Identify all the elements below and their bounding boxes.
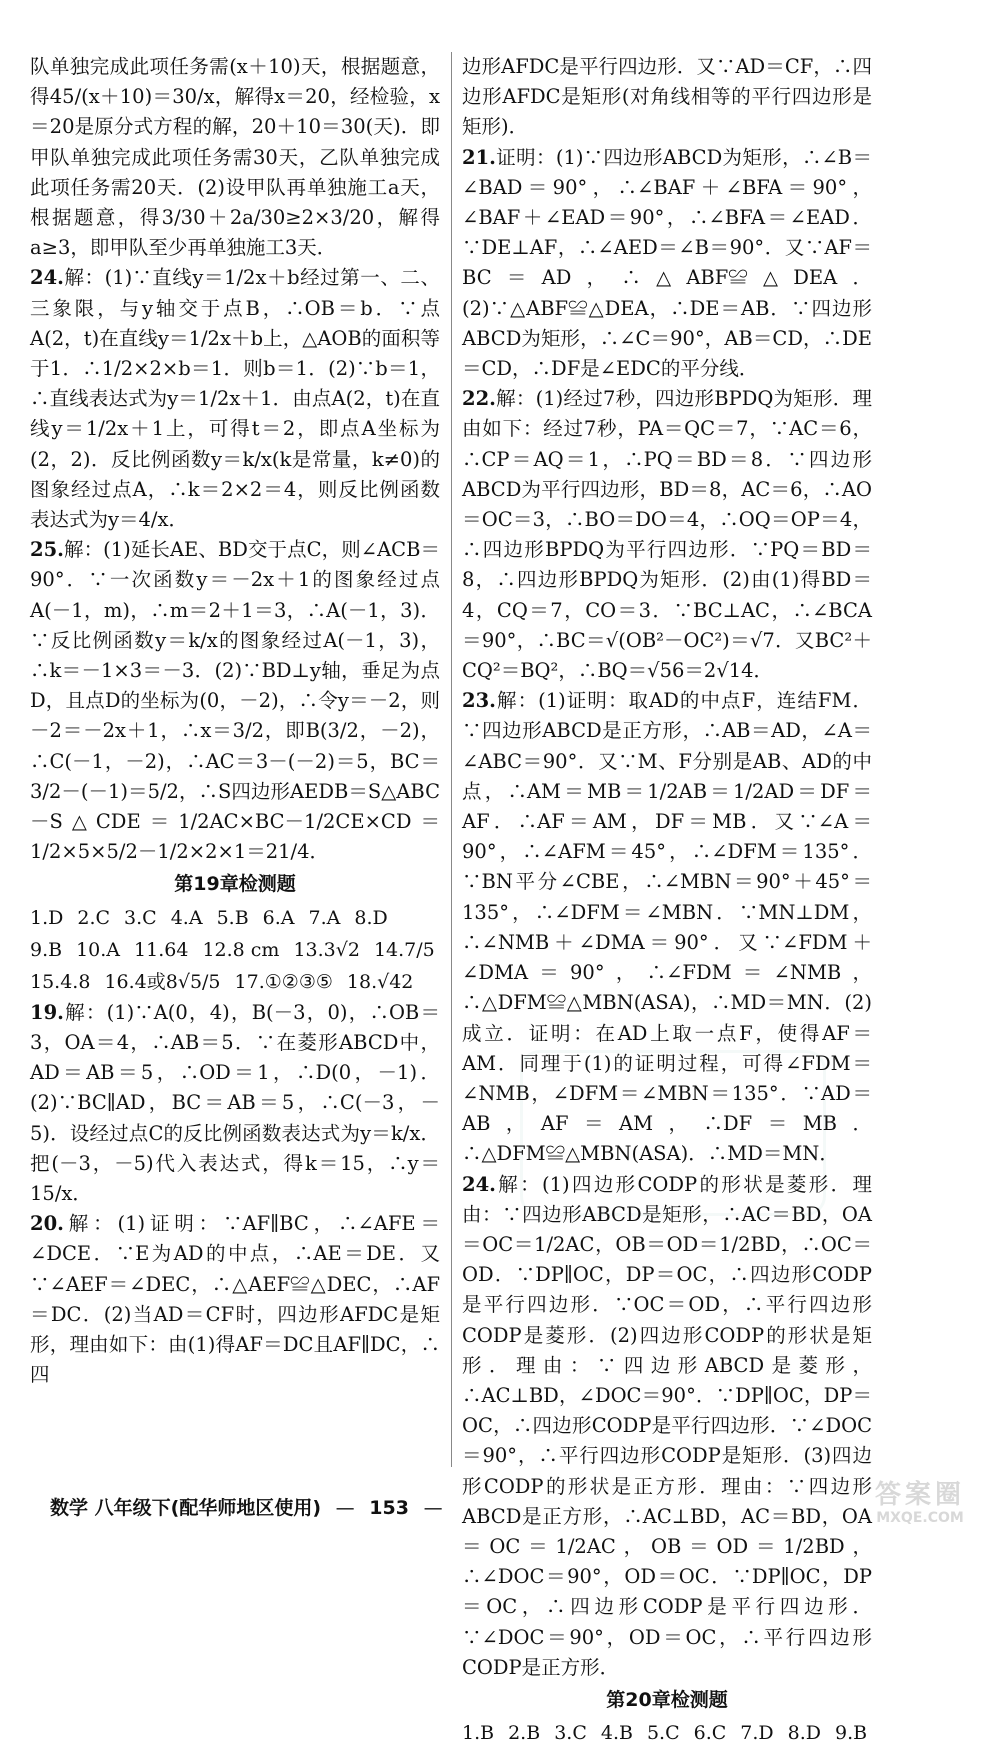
answer-item: 5.B xyxy=(216,906,249,929)
left-column xyxy=(30,52,440,1390)
answer-item: 2.C xyxy=(77,906,111,929)
answer-paragraph-22 xyxy=(462,384,872,686)
answer-item: 18.√42 xyxy=(346,970,414,993)
answer-text: 解：(1)经过7秒，四边形BPDQ为矩形．理由如下：经过7秒，PA＝QC＝7，∵AC＝6，∴CP＝AQ＝1，∴PQ＝BD＝8．∵四边形ABCD为平行四边形，BD＝8，AC＝6，∴AO＝OC＝3，∴BO＝DO＝4，∴OQ＝OP＝4，∴四边形BPDQ为平行四边形．∵PQ＝BD＝8，∴四边形BPDQ为矩形．(2)由(1)得BD＝4，CQ＝7，CO＝3．∵BC⊥AC，∴∠BCA＝90°，∴BC＝√(OB²－OC²)＝√7．又BC²＋CQ²＝BQ²，∴BQ＝√56＝2√14． xyxy=(462,387,872,683)
answer-item: 3.C xyxy=(124,906,157,929)
answer-row-ch20-1 xyxy=(462,1717,872,1749)
watermark-logo xyxy=(850,1480,990,1530)
answer-item: 15.4.8 xyxy=(30,970,91,993)
answer-item: 16.4或8√5/5 xyxy=(104,970,221,993)
answer-item: 8.D xyxy=(354,906,388,929)
footer-subject: 数学 xyxy=(50,1497,89,1519)
answer-item: 10.A xyxy=(76,938,121,961)
answer-item: 1.D xyxy=(30,906,64,929)
answer-text: 解：(1)∵A(0，4)，B(－3，0)，∴OB＝3，OA＝4，∴AB＝5．∵在菱形ABCD中，AD＝AB＝5，∴OD＝1，∴D(0，－1)．(2)∵BC∥AD，BC＝AB＝5，∴C(－3，－5)．设经过点C的反比例函数表达式为y＝k/x．把(－3，－5)代入表达式，得k＝15，∴y＝15/x． xyxy=(30,1000,440,1205)
answer-paragraph-23 xyxy=(462,686,872,1169)
watermark-text: 答案圈 xyxy=(874,1480,965,1510)
answer-item: 7.D xyxy=(740,1722,774,1745)
answer-item: 17.①②③⑤ xyxy=(234,970,333,993)
page-footer xyxy=(50,1493,470,1520)
answer-paragraph-24 xyxy=(30,263,440,535)
answer-row-ch19-2 xyxy=(30,934,440,966)
answer-item: 7.A xyxy=(308,906,341,929)
right-column xyxy=(462,52,872,1749)
answer-paragraph-19 xyxy=(30,998,440,1209)
footer-grade: 八年级下(配华师地区使用) xyxy=(94,1497,322,1519)
question-number: 21. xyxy=(462,145,496,169)
answer-text: 解：(1)证明：取AD的中点F，连结FM．∵四边形ABCD是正方形，∴AB＝AD，∠A＝∠ABC＝90°．又∵M、F分别是AB、AD的中点，∴AM＝MB＝1/2AB＝1/2AD＝DF＝AF．∴AF＝AM，DF＝MB．又∵∠A＝90°，∴∠AFM＝45°，∴∠DFM＝135°．∵BN平分∠CBE，∴∠MBN＝90°＋45°＝135°，∴∠DFM＝∠MBN．∵MN⊥DM，∴∠NMB＋∠DMA＝90°．又∵∠FDM＋∠DMA＝90°，∴∠FDM＝∠NMB，∴△DFM≌△MBN(ASA)，∴MD＝MN．(2)成立．证明：在AD上取一点F，使得AF＝AM．同理于(1)的证明过程，可得∠FDM＝∠NMB，∠DFM＝∠MBN＝135°．∵AD＝AB，AF＝AM，∴DF＝MB．∴△DFM≌△MBN(ASA)．∴MD＝MN． xyxy=(462,689,872,1166)
answer-paragraph-25 xyxy=(30,535,440,867)
answer-item: 4.A xyxy=(170,906,203,929)
answer-row-ch19-3 xyxy=(30,966,440,998)
answer-row-ch19-1 xyxy=(30,902,440,934)
answer-text: 解：(1)延长AE、BD交于点C，则∠ACB＝90°．∵一次函数y＝－2x＋1的图象经过点A(－1，m)，∴m＝2＋1＝3，∴A(－1，3)．∵反比例函数y＝k/x的图象经过A(－1，3)，∴k＝－1×3＝－3．(2)∵BD⊥y轴，垂足为点D，且点D的坐标为(0，－2)，∴令y＝－2，则－2＝－2x＋1，∴x＝3/2，即B(3/2，－2)，∴C(－1，－2)，∴AC＝3－(－2)＝5，BC＝3/2－(－1)＝5/2，∴S四边形AEDB＝S△ABC－S△CDE＝1/2AC×BC－1/2CE×CD＝1/2×5×5/2－1/2×2×1＝21/4． xyxy=(30,538,440,864)
answer-item: 14.7/5 xyxy=(373,938,435,961)
answer-paragraph-21 xyxy=(462,143,872,385)
answer-item: 4.B xyxy=(600,1722,633,1745)
answer-text: 证明：(1)∵四边形ABCD为矩形，∴∠B＝∠BAD＝90°，∴∠BAF＋∠BFA＝90°，∠BAF＋∠EAD＝90°，∴∠BFA＝∠EAD．∵DE⊥AF，∴∠AED＝∠B＝90°．又∵AF＝BC＝AD，∴△ABF≌△DEA．(2)∵△ABF≌△DEA，∴DE＝AB．∵四边形ABCD为矩形，∴∠C＝90°，AB＝CD，∴DE＝CD，∴DF是∠EDC的平分线． xyxy=(462,145,872,381)
watermark-url: MXQE.COM xyxy=(876,1510,964,1526)
question-number: 25. xyxy=(30,538,64,562)
answer-paragraph-20 xyxy=(30,1209,440,1390)
answer-item: 11.64 xyxy=(134,938,189,961)
question-number: 20. xyxy=(30,1212,64,1236)
answer-item: 5.C xyxy=(646,1722,680,1745)
answer-item: 3.C xyxy=(554,1722,587,1745)
answer-paragraph-24b xyxy=(462,1170,872,1683)
answer-item: 6.C xyxy=(693,1722,727,1745)
answer-item: 13.3√2 xyxy=(293,938,360,961)
answer-text: 解：(1)四边形CODP的形状是菱形．理由：∵四边形ABCD是矩形，∴AC＝BD，OA＝OC＝1/2AC，OB＝OD＝1/2BD，∴OC＝OD．∵DP∥OC，DP＝OC，∴四边形CODP是平行四边形．∵OC＝OD，∴平行四边形CODP是菱形．(2)四边形CODP的形状是矩形．理由：∵四边形ABCD是菱形，∴AC⊥BD，∠DOC＝90°．∵DP∥OC，DP＝OC，∴四边形CODP是平行四边形．∵∠DOC＝90°，∴平行四边形CODP是矩形．(3)四边形CODP的形状是正方形．理由：∵四边形ABCD是正方形，∴AC⊥BD，AC＝BD，OA＝OC＝1/2AC，OB＝OD＝1/2BD，∴∠DOC＝90°，OD＝OC．∵DP∥OC，DP＝OC，∴四边形CODP是平行四边形．∵∠DOC＝90°，OD＝OC，∴平行四边形CODP是正方形． xyxy=(462,1172,872,1679)
answer-paragraph-23-cont: 队单独完成此项任务需(x＋10)天，根据题意，得45/(x＋10)＝30/x，解得x＝20，经检验，x＝20是原分式方程的解，20＋10＝30(天)．即甲队单独完成此项任务需30天，乙队单独完成此项任务需20天．(2)设甲队再单独施工a天，根据题意，得3/30＋2a/30≥2×3/20，解得a≥3，即甲队至少再单独施工3天． xyxy=(30,55,440,260)
footer-dash: — xyxy=(423,1497,443,1519)
answer-text: 解：(1)∵直线y＝1/2x＋b经过第一、二、三象限，与y轴交于点B，∴OB＝b．∵点A(2，t)在直线y＝1/2x＋b上，△AOB的面积等于1．∴1/2×2×b＝1．则b＝1．(2)∵b＝1，∴直线表达式为y＝1/2x＋1．由点A(2，t)在直线y＝1/2x＋1上，可得t＝2，即点A坐标为(2，2)．反比例函数y＝k/x(k是常量，k≠0)的图象经过点A，∴k＝2×2＝4，则反比例函数表达式为y＝4/x． xyxy=(30,266,440,532)
answer-item: 8.D xyxy=(787,1722,822,1745)
column-divider xyxy=(451,52,452,1467)
answer-item: 2.B xyxy=(508,1722,541,1745)
answer-item: 9.B xyxy=(30,938,63,961)
footer-dash: — xyxy=(335,1497,355,1519)
answer-item: 6.A xyxy=(262,906,295,929)
question-number: 19. xyxy=(30,1000,64,1024)
question-number: 24. xyxy=(462,1172,496,1196)
answer-item: 1.B xyxy=(462,1722,495,1745)
question-number: 24. xyxy=(30,266,64,290)
answer-item: 9.B xyxy=(835,1722,868,1745)
question-number: 23. xyxy=(462,689,496,713)
page-number: 153 xyxy=(369,1497,409,1519)
section-title-ch19: 第19章检测题 xyxy=(174,873,296,896)
question-number: 22. xyxy=(462,387,496,411)
answer-text: 解：(1)证明：∵AF∥BC，∴∠AFE＝∠DCE．∵E为AD的中点，∴AE＝DE．又∵∠AEF＝∠DEC，∴△AEF≌△DEC，∴AF＝DC．(2)当AD＝CF时，四边形AFDC是矩形，理由如下：由(1)得AF＝DC且AF∥DC，∴四 xyxy=(30,1212,440,1387)
answer-paragraph-20-cont: 边形AFDC是平行四边形．又∵AD＝CF，∴四边形AFDC是矩形(对角线相等的平行四边形是矩形)． xyxy=(462,55,872,139)
answer-item: 12.8 cm xyxy=(202,938,280,961)
section-title-ch20: 第20章检测题 xyxy=(606,1688,728,1711)
